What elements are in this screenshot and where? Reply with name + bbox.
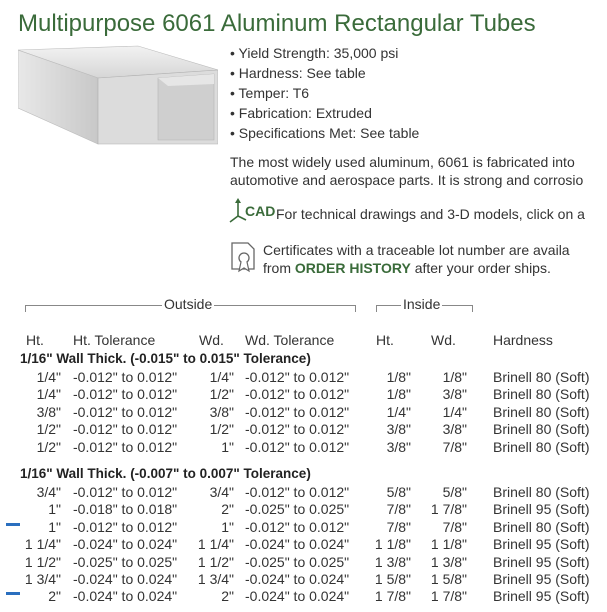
table-cell: -0.012" to 0.012"	[73, 484, 178, 500]
table-cell: Brinell 80 (Soft)	[493, 403, 590, 420]
bullet-item: • Yield Strength: 35,000 psi	[230, 45, 399, 61]
certificate-icon	[230, 241, 258, 273]
order-history-link[interactable]: ORDER HISTORY	[294, 260, 411, 276]
table-cell: -0.024" to 0.024"	[73, 588, 178, 605]
table-cell: -0.012" to 0.012"	[73, 369, 178, 385]
inside-group-label: Inside	[403, 296, 441, 312]
table-cell: 1/8"	[442, 369, 467, 385]
table-cell: Brinell 80 (Soft)	[493, 438, 590, 455]
bullet-item: • Fabrication: Extruded	[230, 105, 372, 121]
table-cell: 1 1/4"	[197, 536, 234, 553]
header-wd: Wd.	[199, 332, 224, 348]
table-cell: 5/8"	[386, 484, 411, 500]
table-cell: Brinell 95 (Soft)	[493, 571, 590, 587]
table-cell: -0.012" to 0.012"	[73, 403, 178, 420]
table-cell: 3/8"	[209, 403, 234, 420]
table-cell: 3/8"	[386, 421, 411, 438]
table-cell: 1/4"	[209, 369, 234, 385]
table-cell: -0.012" to 0.012"	[73, 421, 178, 438]
table-cell: -0.025" to 0.025"	[245, 553, 350, 570]
table-cell: -0.024" to 0.024"	[73, 571, 178, 587]
table-cell: 1/4"	[36, 386, 61, 403]
table-cell: 1"	[221, 438, 234, 455]
description-line: automotive and aerospace parts. It is strong and corrosio	[230, 172, 584, 188]
table-cell: 1/4"	[386, 403, 411, 420]
table-cell: 7/8"	[386, 501, 411, 518]
header-inside-ht: Ht.	[376, 332, 394, 348]
table-cell: -0.024" to 0.024"	[245, 588, 350, 605]
section-title: 1/16" Wall Thick. (-0.007" to 0.007" Tolerance)	[20, 466, 311, 481]
table-cell: -0.012" to 0.012"	[245, 438, 350, 455]
table-cell: 1 1/8"	[374, 536, 411, 553]
table-cell: 1/4"	[36, 369, 61, 385]
table-cell: 1 5/8"	[374, 571, 411, 587]
table-cell: 1"	[48, 501, 61, 518]
header-wd-tolerance: Wd. Tolerance	[245, 332, 335, 348]
table-cell: 1/8"	[386, 369, 411, 385]
table-cell: -0.012" to 0.012"	[245, 518, 350, 535]
table-cell: Brinell 80 (Soft)	[493, 369, 590, 385]
table-cell: 2"	[48, 588, 61, 605]
table-cell: 1 7/8"	[430, 588, 467, 605]
table-cell: Brinell 95 (Soft)	[493, 588, 590, 605]
table-cell: -0.012" to 0.012"	[73, 518, 178, 535]
table-cell: 7/8"	[386, 518, 411, 535]
table-cell: 1 1/2"	[197, 553, 234, 570]
table-cell: -0.012" to 0.012"	[245, 369, 350, 385]
outside-group-label: Outside	[164, 296, 213, 312]
table-cell: 1 1/2"	[24, 553, 61, 570]
table-cell: -0.012" to 0.012"	[245, 386, 350, 403]
table-cell: -0.018" to 0.018"	[73, 501, 178, 518]
table-cell: 1 3/4"	[197, 571, 234, 587]
table-cell: 1"	[221, 518, 234, 535]
table-cell: 3/4"	[209, 484, 234, 500]
table-cell: 1/2"	[36, 438, 61, 455]
table-cell: 1"	[48, 518, 61, 535]
table-cell: 1 5/8"	[430, 571, 467, 587]
description-line: The most widely used aluminum, 6061 is fabricated into	[230, 154, 575, 170]
table-cell: 2"	[221, 501, 234, 518]
table-cell: 1 7/8"	[374, 588, 411, 605]
header-ht-tolerance: Ht. Tolerance	[73, 332, 156, 348]
header-hardness: Hardness	[493, 332, 553, 348]
certificates-text: Certificates with a traceable lot number are availa	[263, 242, 570, 258]
table-cell: Brinell 95 (Soft)	[493, 501, 590, 518]
table-cell: Brinell 95 (Soft)	[493, 553, 590, 570]
header-ht: Ht.	[26, 332, 44, 348]
table-cell: Brinell 80 (Soft)	[493, 518, 590, 535]
table-cell: 1/2"	[36, 421, 61, 438]
certificates-text-2: from ORDER HISTORY after your order ships.	[263, 260, 551, 276]
header-inside-wd: Wd.	[431, 332, 456, 348]
table-cell: 3/8"	[36, 403, 61, 420]
table-cell: Brinell 80 (Soft)	[493, 421, 590, 438]
table-cell: 7/8"	[442, 518, 467, 535]
table-cell: -0.012" to 0.012"	[245, 403, 350, 420]
table-cell: -0.012" to 0.012"	[245, 484, 350, 500]
table-cell: 3/8"	[386, 438, 411, 455]
table-cell: -0.024" to 0.024"	[73, 536, 178, 553]
table-cell: Brinell 95 (Soft)	[493, 536, 590, 553]
table-cell: 1 1/4"	[24, 536, 61, 553]
table-cell: -0.012" to 0.012"	[73, 438, 178, 455]
bullet-item: • Specifications Met: See table	[230, 125, 420, 141]
table-cell: 2"	[221, 588, 234, 605]
table-cell: 1 3/4"	[24, 571, 61, 587]
table-cell: 3/8"	[442, 421, 467, 438]
table-cell: 1/2"	[209, 421, 234, 438]
page-title: Multipurpose 6061 Aluminum Rectangular Tubes	[18, 10, 536, 37]
table-cell: -0.025" to 0.025"	[73, 553, 178, 570]
table-cell: 1 7/8"	[430, 501, 467, 518]
cad-label[interactable]: CAD	[245, 203, 276, 219]
table-cell: 5/8"	[442, 484, 467, 500]
table-cell: 1 3/8"	[374, 553, 411, 570]
table-cell: 1 1/8"	[430, 536, 467, 553]
section-title: 1/16" Wall Thick. (-0.015" to 0.015" Tolerance)	[20, 351, 311, 366]
table-cell: 1/4"	[442, 403, 467, 420]
table-cell: -0.012" to 0.012"	[245, 421, 350, 438]
table-cell: 1 3/8"	[430, 553, 467, 570]
cad-text: For technical drawings and 3-D models, click on a	[276, 206, 585, 222]
table-cell: Brinell 80 (Soft)	[493, 484, 590, 500]
table-cell: 7/8"	[442, 438, 467, 455]
table-cell: 1/8"	[386, 386, 411, 403]
table-cell: -0.025" to 0.025"	[245, 501, 350, 518]
bullet-item: • Hardness: See table	[230, 65, 366, 81]
table-cell: Brinell 80 (Soft)	[493, 386, 590, 403]
table-cell: 3/8"	[442, 386, 467, 403]
table-cell: -0.012" to 0.012"	[73, 386, 178, 403]
rectangular-tube-image	[18, 44, 218, 154]
bullet-item: • Temper: T6	[230, 85, 310, 101]
table-cell: 1/2"	[209, 386, 234, 403]
table-cell: 3/4"	[36, 484, 61, 500]
table-cell: -0.024" to 0.024"	[245, 571, 350, 587]
table-cell: -0.024" to 0.024"	[245, 536, 350, 553]
